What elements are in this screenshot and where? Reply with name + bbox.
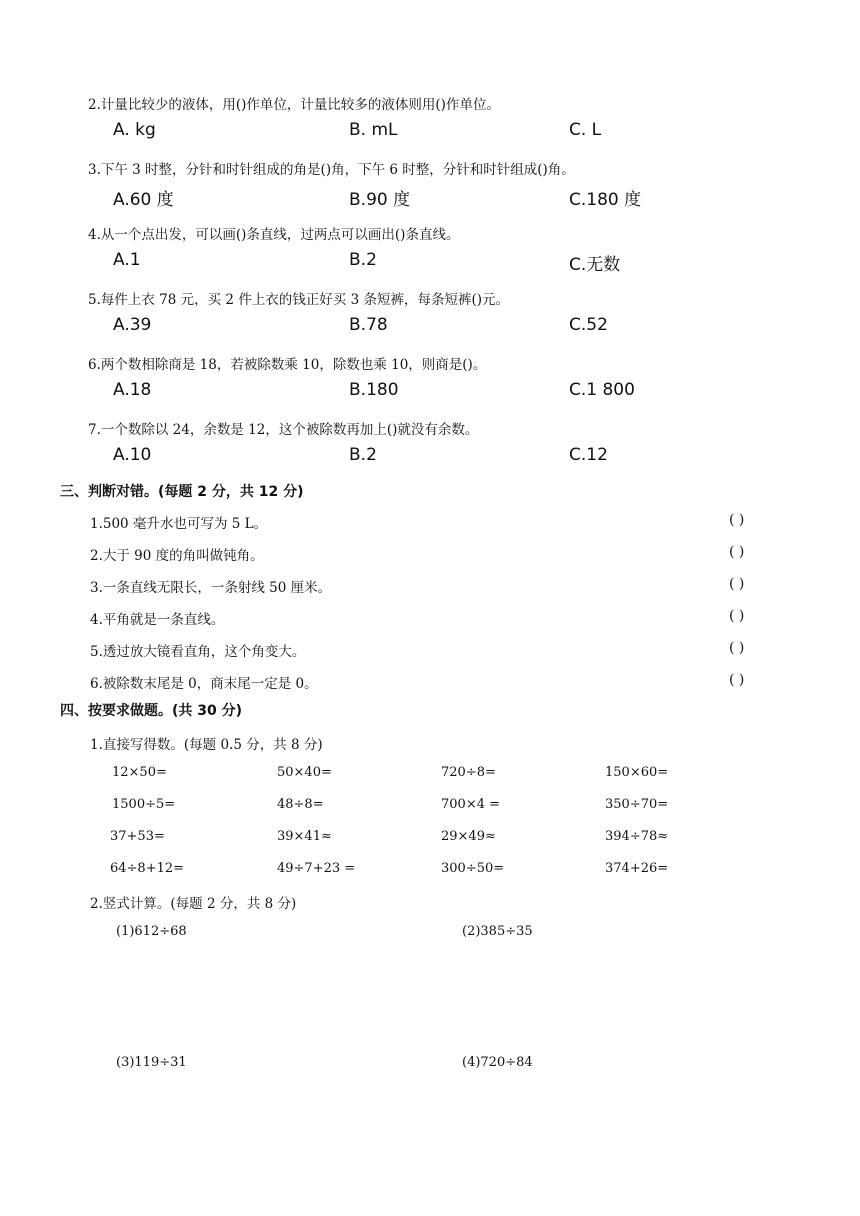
calc-item: 300÷50=: [441, 861, 505, 876]
calc-item: 700×4 =: [441, 797, 501, 812]
calc-item: 49÷7+23 =: [277, 861, 356, 876]
judge-item-2: 2.大于 90 度的角叫做钝角。: [90, 548, 264, 564]
calc-item: 394÷78≈: [605, 829, 669, 844]
section-3-title: 三、判断对错。(每题 2 分，共 12 分): [60, 484, 304, 500]
calc-item: 720÷8=: [441, 765, 496, 780]
calc-item: 39×41≈: [277, 829, 332, 844]
calc-item: 48÷8=: [277, 797, 324, 812]
option-b: B.2: [349, 445, 377, 465]
answer-blank-2[interactable]: ( ): [729, 544, 745, 560]
judge-item-3: 3.一条直线无限长，一条射线 50 厘米。: [90, 580, 332, 596]
vertical-calc-3: (3)119÷31: [116, 1055, 187, 1070]
option-a: A.1: [113, 250, 141, 270]
subsection-1-title: 1.直接写得数。(每题 0.5 分，共 8 分): [90, 737, 323, 753]
judge-item-5: 5.透过放大镜看直角，这个角变大。: [90, 644, 306, 660]
answer-blank-5[interactable]: ( ): [729, 640, 745, 656]
option-c: C. L: [569, 120, 602, 140]
calc-item: 350÷70=: [605, 797, 669, 812]
question-text: 5.每件上衣 78 元，买 2 件上衣的钱正好买 3 条短裤，每条短裤()元。: [88, 292, 510, 308]
judge-item-6: 6.被除数末尾是 0，商末尾一定是 0。: [90, 676, 318, 692]
calc-item: 50×40=: [277, 765, 332, 780]
option-c: C.52: [569, 315, 608, 335]
section-4-title: 四、按要求做题。(共 30 分): [60, 703, 243, 719]
option-b: B. mL: [349, 120, 398, 140]
question-text: 3.下午 3 时整，分针和时针组成的角是()角，下午 6 时整，分针和时针组成()角。: [88, 162, 575, 178]
question-text: 7.一个数除以 24，余数是 12，这个被除数再加上()就没有余数。: [88, 422, 479, 438]
calc-item: 374+26=: [605, 861, 669, 876]
option-a: A.60 度: [113, 190, 174, 210]
judge-item-4: 4.平角就是一条直线。: [90, 612, 225, 628]
option-a: A.39: [113, 315, 152, 335]
option-b: B.180: [349, 380, 399, 400]
subsection-2-title: 2.竖式计算。(每题 2 分，共 8 分): [90, 896, 297, 912]
option-b: B.78: [349, 315, 388, 335]
vertical-calc-4: (4)720÷84: [462, 1055, 533, 1070]
calc-item: 64÷8+12=: [110, 861, 185, 876]
calc-item: 12×50=: [112, 765, 167, 780]
option-c: C.12: [569, 445, 608, 465]
option-b: B.90 度: [349, 190, 411, 210]
judge-item-1: 1.500 毫升水也可写为 5 L。: [90, 516, 268, 532]
calc-item: 1500÷5=: [112, 797, 176, 812]
calc-item: 37+53=: [110, 829, 165, 844]
option-c: C.1 800: [569, 380, 635, 400]
option-a: A.18: [113, 380, 152, 400]
calc-item: 29×49≈: [441, 829, 496, 844]
calc-item: 150×60=: [605, 765, 669, 780]
vertical-calc-2: (2)385÷35: [462, 924, 533, 939]
answer-blank-6[interactable]: ( ): [729, 672, 745, 688]
vertical-calc-1: (1)612÷68: [116, 924, 187, 939]
question-text: 2.计量比较少的液体，用()作单位，计量比较多的液体则用()作单位。: [88, 97, 500, 113]
answer-blank-1[interactable]: ( ): [729, 512, 745, 528]
answer-blank-4[interactable]: ( ): [729, 608, 745, 624]
option-c: C.180 度: [569, 190, 642, 210]
option-a: A. kg: [113, 120, 156, 140]
option-a: A.10: [113, 445, 152, 465]
question-text: 6.两个数相除商是 18，若被除数乘 10，除数也乘 10，则商是()。: [88, 357, 487, 373]
option-b: B.2: [349, 250, 377, 270]
answer-blank-3[interactable]: ( ): [729, 576, 745, 592]
question-text: 4.从一个点出发，可以画()条直线，过两点可以画出()条直线。: [88, 227, 460, 243]
option-c: C.无数: [569, 255, 621, 275]
